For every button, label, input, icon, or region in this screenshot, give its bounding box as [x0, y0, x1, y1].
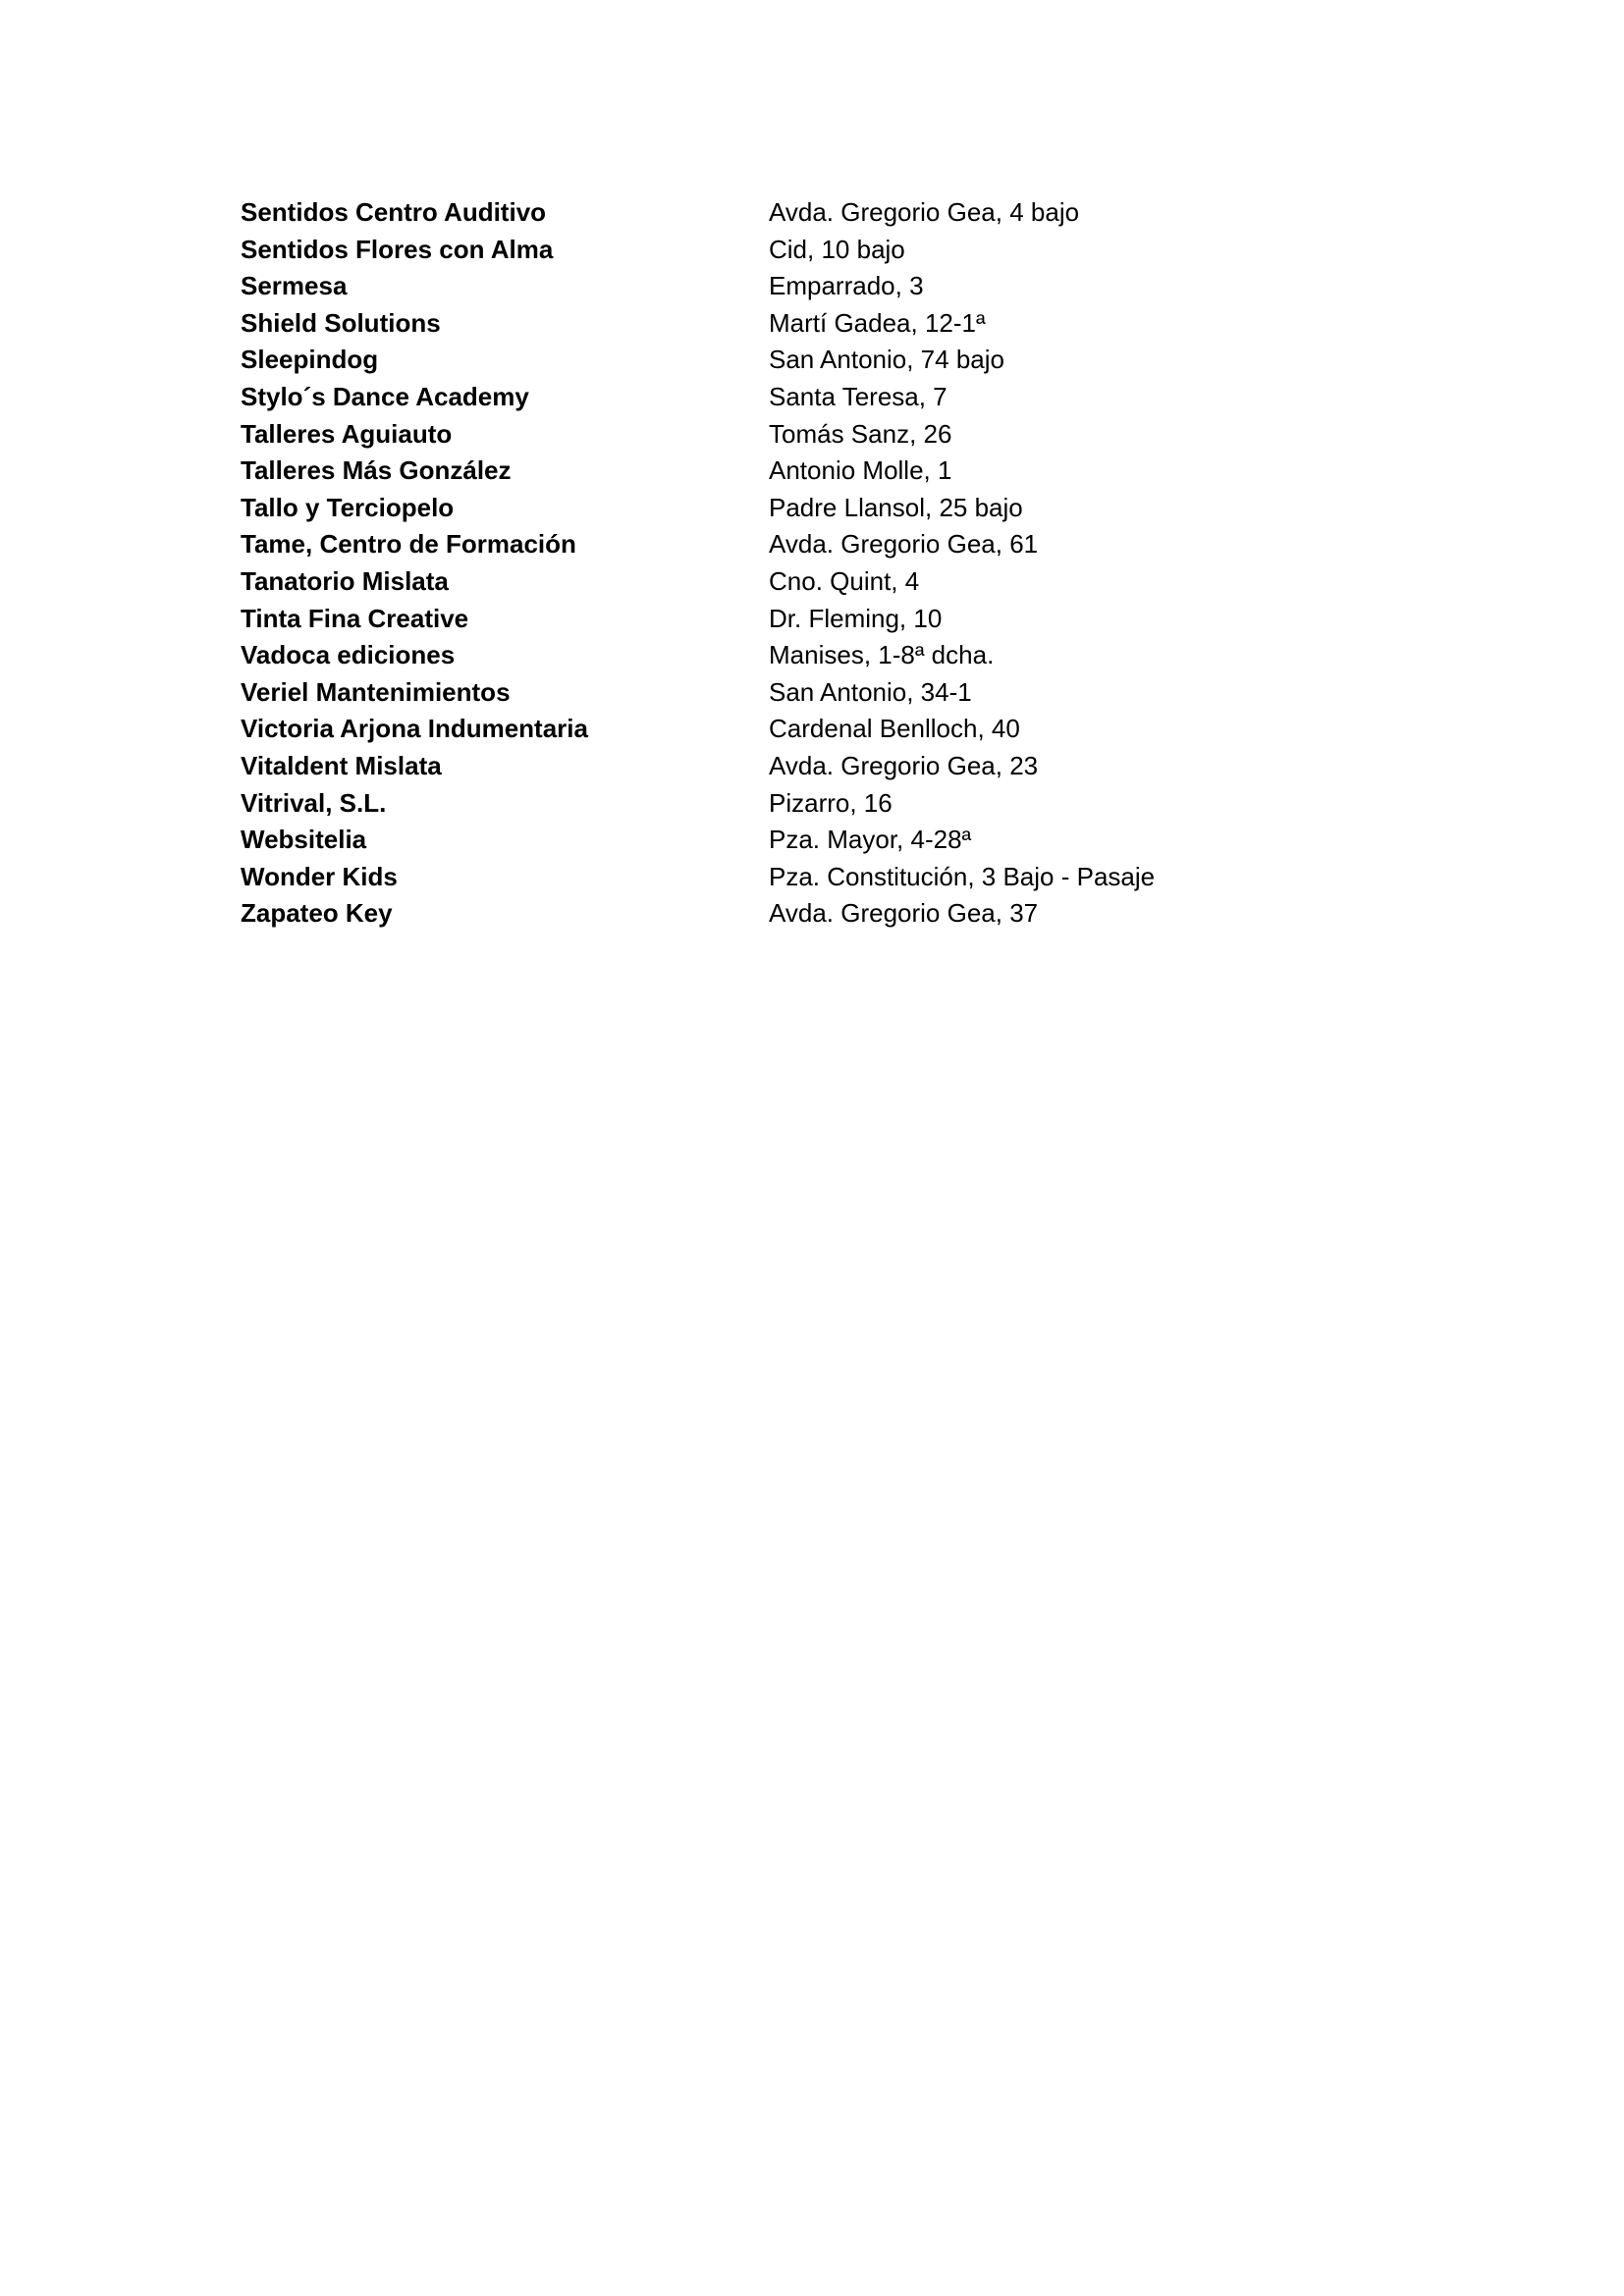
business-address: Emparrado, 3: [769, 271, 924, 301]
business-name: Vadoca ediciones: [241, 640, 456, 670]
list-item: [241, 416, 1419, 454]
business-name: Sleepindog: [241, 345, 379, 375]
list-item: [241, 748, 1419, 785]
business-name: Websitelia: [241, 825, 367, 855]
business-address: Santa Teresa, 7: [769, 381, 947, 411]
business-name: Tanatorio Mislata: [241, 565, 449, 596]
list-item: [241, 342, 1419, 379]
business-address: Tomás Sanz, 26: [769, 418, 952, 449]
business-name: Vitaldent Mislata: [241, 750, 442, 780]
business-address: San Antonio, 74 bajo: [769, 345, 1004, 375]
list-item: [241, 305, 1419, 343]
business-name: Wonder Kids: [241, 861, 398, 891]
list-item: [241, 453, 1419, 490]
list-item: [241, 490, 1419, 527]
business-address: Padre Llansol, 25 bajo: [769, 492, 1023, 522]
business-name: Sentidos Centro Auditivo: [241, 197, 547, 227]
list-item: [241, 379, 1419, 416]
list-item: [241, 526, 1419, 563]
business-name: Stylo´s Dance Academy: [241, 381, 529, 411]
business-address: Pza. Constitución, 3 Bajo - Pasaje: [769, 861, 1156, 891]
business-address: Avda. Gregorio Gea, 4 bajo: [769, 197, 1080, 227]
list-item: [241, 785, 1419, 823]
business-address: Pizarro, 16: [769, 787, 893, 818]
list-item: [241, 268, 1419, 305]
list-item: [241, 194, 1419, 232]
business-name: Tinta Fina Creative: [241, 603, 469, 633]
business-address: Avda. Gregorio Gea, 61: [769, 529, 1039, 560]
list-item: [241, 601, 1419, 638]
business-name: Vitrival, S.L.: [241, 787, 387, 818]
list-item: [241, 895, 1419, 933]
business-name: Talleres Más González: [241, 455, 512, 486]
list-item: [241, 563, 1419, 601]
business-name: Zapateo Key: [241, 898, 393, 929]
list-item: [241, 637, 1419, 674]
business-address: Cardenal Benlloch, 40: [769, 714, 1020, 744]
business-name: Sentidos Flores con Alma: [241, 234, 554, 264]
business-address: Cid, 10 bajo: [769, 234, 905, 264]
business-name: Sermesa: [241, 271, 348, 301]
business-address: Cno. Quint, 4: [769, 565, 920, 596]
list-item: [241, 674, 1419, 712]
business-name: Shield Solutions: [241, 307, 441, 338]
list-item: [241, 711, 1419, 748]
list-item: [241, 232, 1419, 269]
business-name: Tame, Centro de Formación: [241, 529, 576, 560]
business-name: Veriel Mantenimientos: [241, 676, 511, 707]
business-name: Tallo y Terciopelo: [241, 492, 455, 522]
business-address: Antonio Molle, 1: [769, 455, 952, 486]
business-address: Dr. Fleming, 10: [769, 603, 943, 633]
business-address: Martí Gadea, 12-1ª: [769, 307, 986, 338]
business-address: Manises, 1-8ª dcha.: [769, 640, 995, 670]
business-directory-list: [241, 194, 1419, 933]
list-item: [241, 822, 1419, 859]
business-address: Avda. Gregorio Gea, 23: [769, 750, 1039, 780]
business-address: Pza. Mayor, 4-28ª: [769, 825, 972, 855]
list-item: [241, 859, 1419, 896]
business-address: Avda. Gregorio Gea, 37: [769, 898, 1039, 929]
business-name: Talleres Aguiauto: [241, 418, 453, 449]
business-name: Victoria Arjona Indumentaria: [241, 714, 588, 744]
business-address: San Antonio, 34-1: [769, 676, 972, 707]
